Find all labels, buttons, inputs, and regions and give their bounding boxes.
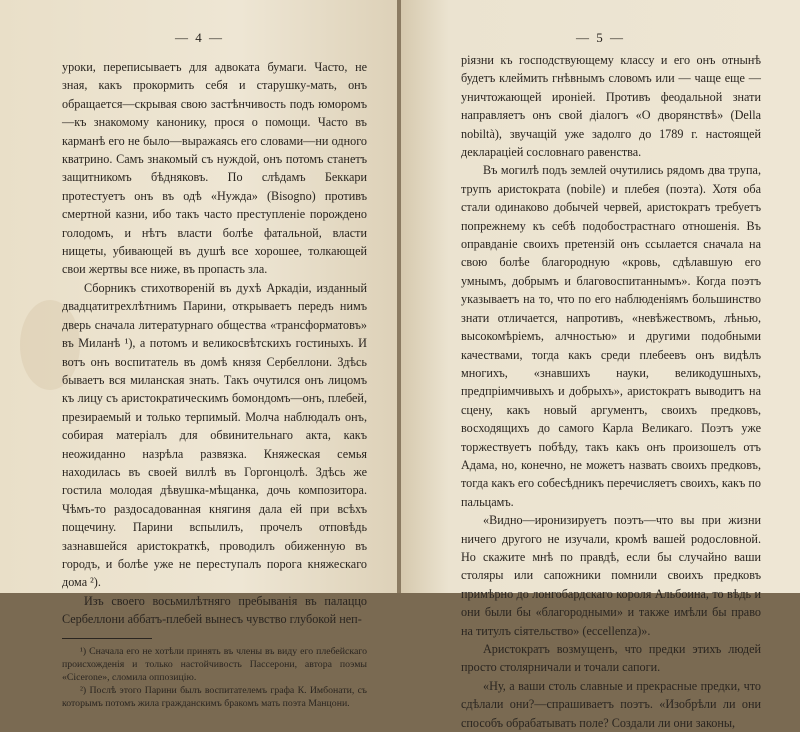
paragraph: «Ну, а ваши столь славные и прекрасные предки, что сдѣлали они?—спрашиваетъ поэтъ. «Изобрѣли ли они способъ обрабатывать поле? Создали ли они законы, — [461, 678, 761, 730]
paragraph: Сборникъ стихотвореній въ духѣ Аркадіи, изданный двадцатитрехлѣтнимъ Парини, открываетъ передъ нимъ дверь сначала литературнаго общества «трансформатовъ» въ Миланѣ ¹), а потомъ и великосвѣтскихъ гостиныхъ. И вотъ онъ воспитатель въ домѣ князя Сербеллони. Здѣсь бываетъ вся миланская знать. Такъ очутился онъ лицомъ къ лицу съ аристократическимъ бомондомъ—онъ, плебей, презираемый и только терпимый. Молча наблюдалъ онъ, собирая матеріалъ для обвинительнаго акта, какъ неожиданно назрѣла развязка. Княжеская семья находилась въ своей виллѣ въ Горгонцолѣ. Здѣсь же гостила молодая дѣвушка-мѣщанка, дочь композитора. Чѣмъ-то раздосадованная княгиня дала ей при всѣхъ пощечину. Парини вспылилъ, прочелъ отповѣдь зазнавшейся аристократкѣ, проводилъ обиженную въ городъ, и болѣе уже не переступалъ порога княжескаго дома ²). — [62, 280, 367, 590]
paragraph: Въ могилѣ подъ землей очутились рядомъ два трупа, трупъ аристократа (nobile) и плебея (поэта). Хотя оба стали одинаково добычей червей, аристократъ требуетъ попрежнему къ себѣ подобострастнаго отношенія. Въ оправданіе своихъ претензій онъ ссылается сначала на свою болѣе благородную «кровь, сдѣлавшую его умнымъ, добрымъ и благовоспитаннымъ». Когда поэтъ указываетъ на то, что по его наблюденіямъ большинство знати отличается, напротивъ, «невѣжествомъ, лѣнью, высокомѣріемъ, алчностью» и другими подобными качествами, тогда какъ среди плебеевъ онъ видѣлъ многихъ, «знавшихъ науки, великодушныхъ, предпріимчивыхъ и добрыхъ», аристократъ выводитъ на сцену, какъ новый аргументъ, своихъ предковъ, восходящихъ до самого Карла Великаго. Поэтъ уже торжествуетъ побѣду, такъ какъ онъ произошелъ отъ Адама, но, конечно, не можетъ назвать своихъ предковъ, тогда какъ его собесѣдникъ перечисляетъ своихъ, какъ по пальцамъ. — [461, 163, 761, 509]
paragraph: ріязни къ господствующему классу и его онъ отнынѣ будетъ клеймить гнѣвнымъ словомъ или — чаще еще — уничтожающей ироніей. Противъ феодальной знати направляетъ онъ свой діалогъ «О дворянствѣ» (Della nobiltà), звучащій уже задолго до 1789 г. настоящей декларацiей сословнаго равенства. — [461, 53, 761, 160]
right-page — [401, 0, 800, 730]
paragraph: Изъ своего восьмилѣтняго пребыванія въ палаццо Сербеллони аббатъ-плебей вынесъ чувство глубокой неп- — [62, 593, 367, 627]
paragraph: уроки, переписываетъ для адвоката бумаги. Часто, не зная, какъ прокормить себя и старушку-мать, онъ обращается—скрывая свою застѣнчивость подъ юморомъ—къ знакомому канонику, прося о помощи. Часто въ карманѣ его не было—выражаясь его словами—ни одного кватрино. Самъ знакомый съ нуждой, онъ потомъ станетъ защитникомъ бѣдняковъ. По слѣдамъ Беккари протестуетъ онъ въ одѣ «Нужда» (Bisogno) противъ смертной казни, ибо такъ часто преступленіе порождено голодомъ, и нѣтъ власти болѣе фатальной, власти нищеты, убивающей въ душѣ все хорошее, толкающей свои жертвы все ниже, въ пропасть зла. — [62, 60, 367, 277]
left-page-text — [62, 58, 367, 711]
footnote: ¹) Сначала его не хотѣли принять въ члены въ виду его плебейскаго происхожденія и только настойчивость Пассерони, автора поэмы «Cicerone», сломила оппозицію. — [62, 645, 367, 683]
right-page-text — [461, 51, 761, 732]
paragraph: Аристократъ возмущенъ, что предки этихъ людей просто столярничали и точали сапоги. — [461, 642, 761, 675]
footnote-rule — [62, 638, 152, 639]
footnotes — [62, 645, 367, 711]
page-number: — 4 — — [175, 30, 224, 45]
paragraph: «Видно—иронизируетъ поэтъ—что вы при жизни ничего другого не изучали, кромѣ вашей родословной. Но скажите мнѣ по правдѣ, если бы случайно ваши столяры или сапожники помнили своихъ предковъ примѣрно до лонгобардскаго короля Альбоина, то вѣдь и они были бы «благородными» и также имѣли бы право на титулъ сіятельство» (eccellenza)». — [461, 513, 761, 638]
page-number: — 5 — — [576, 30, 625, 45]
footnote: ²) Послѣ этого Парини былъ воспитателемъ графа К. Имбонати, съ которымъ потомъ жила гражданскимъ бракомъ мать поэта Манцони. — [62, 685, 367, 710]
left-page — [0, 0, 399, 710]
